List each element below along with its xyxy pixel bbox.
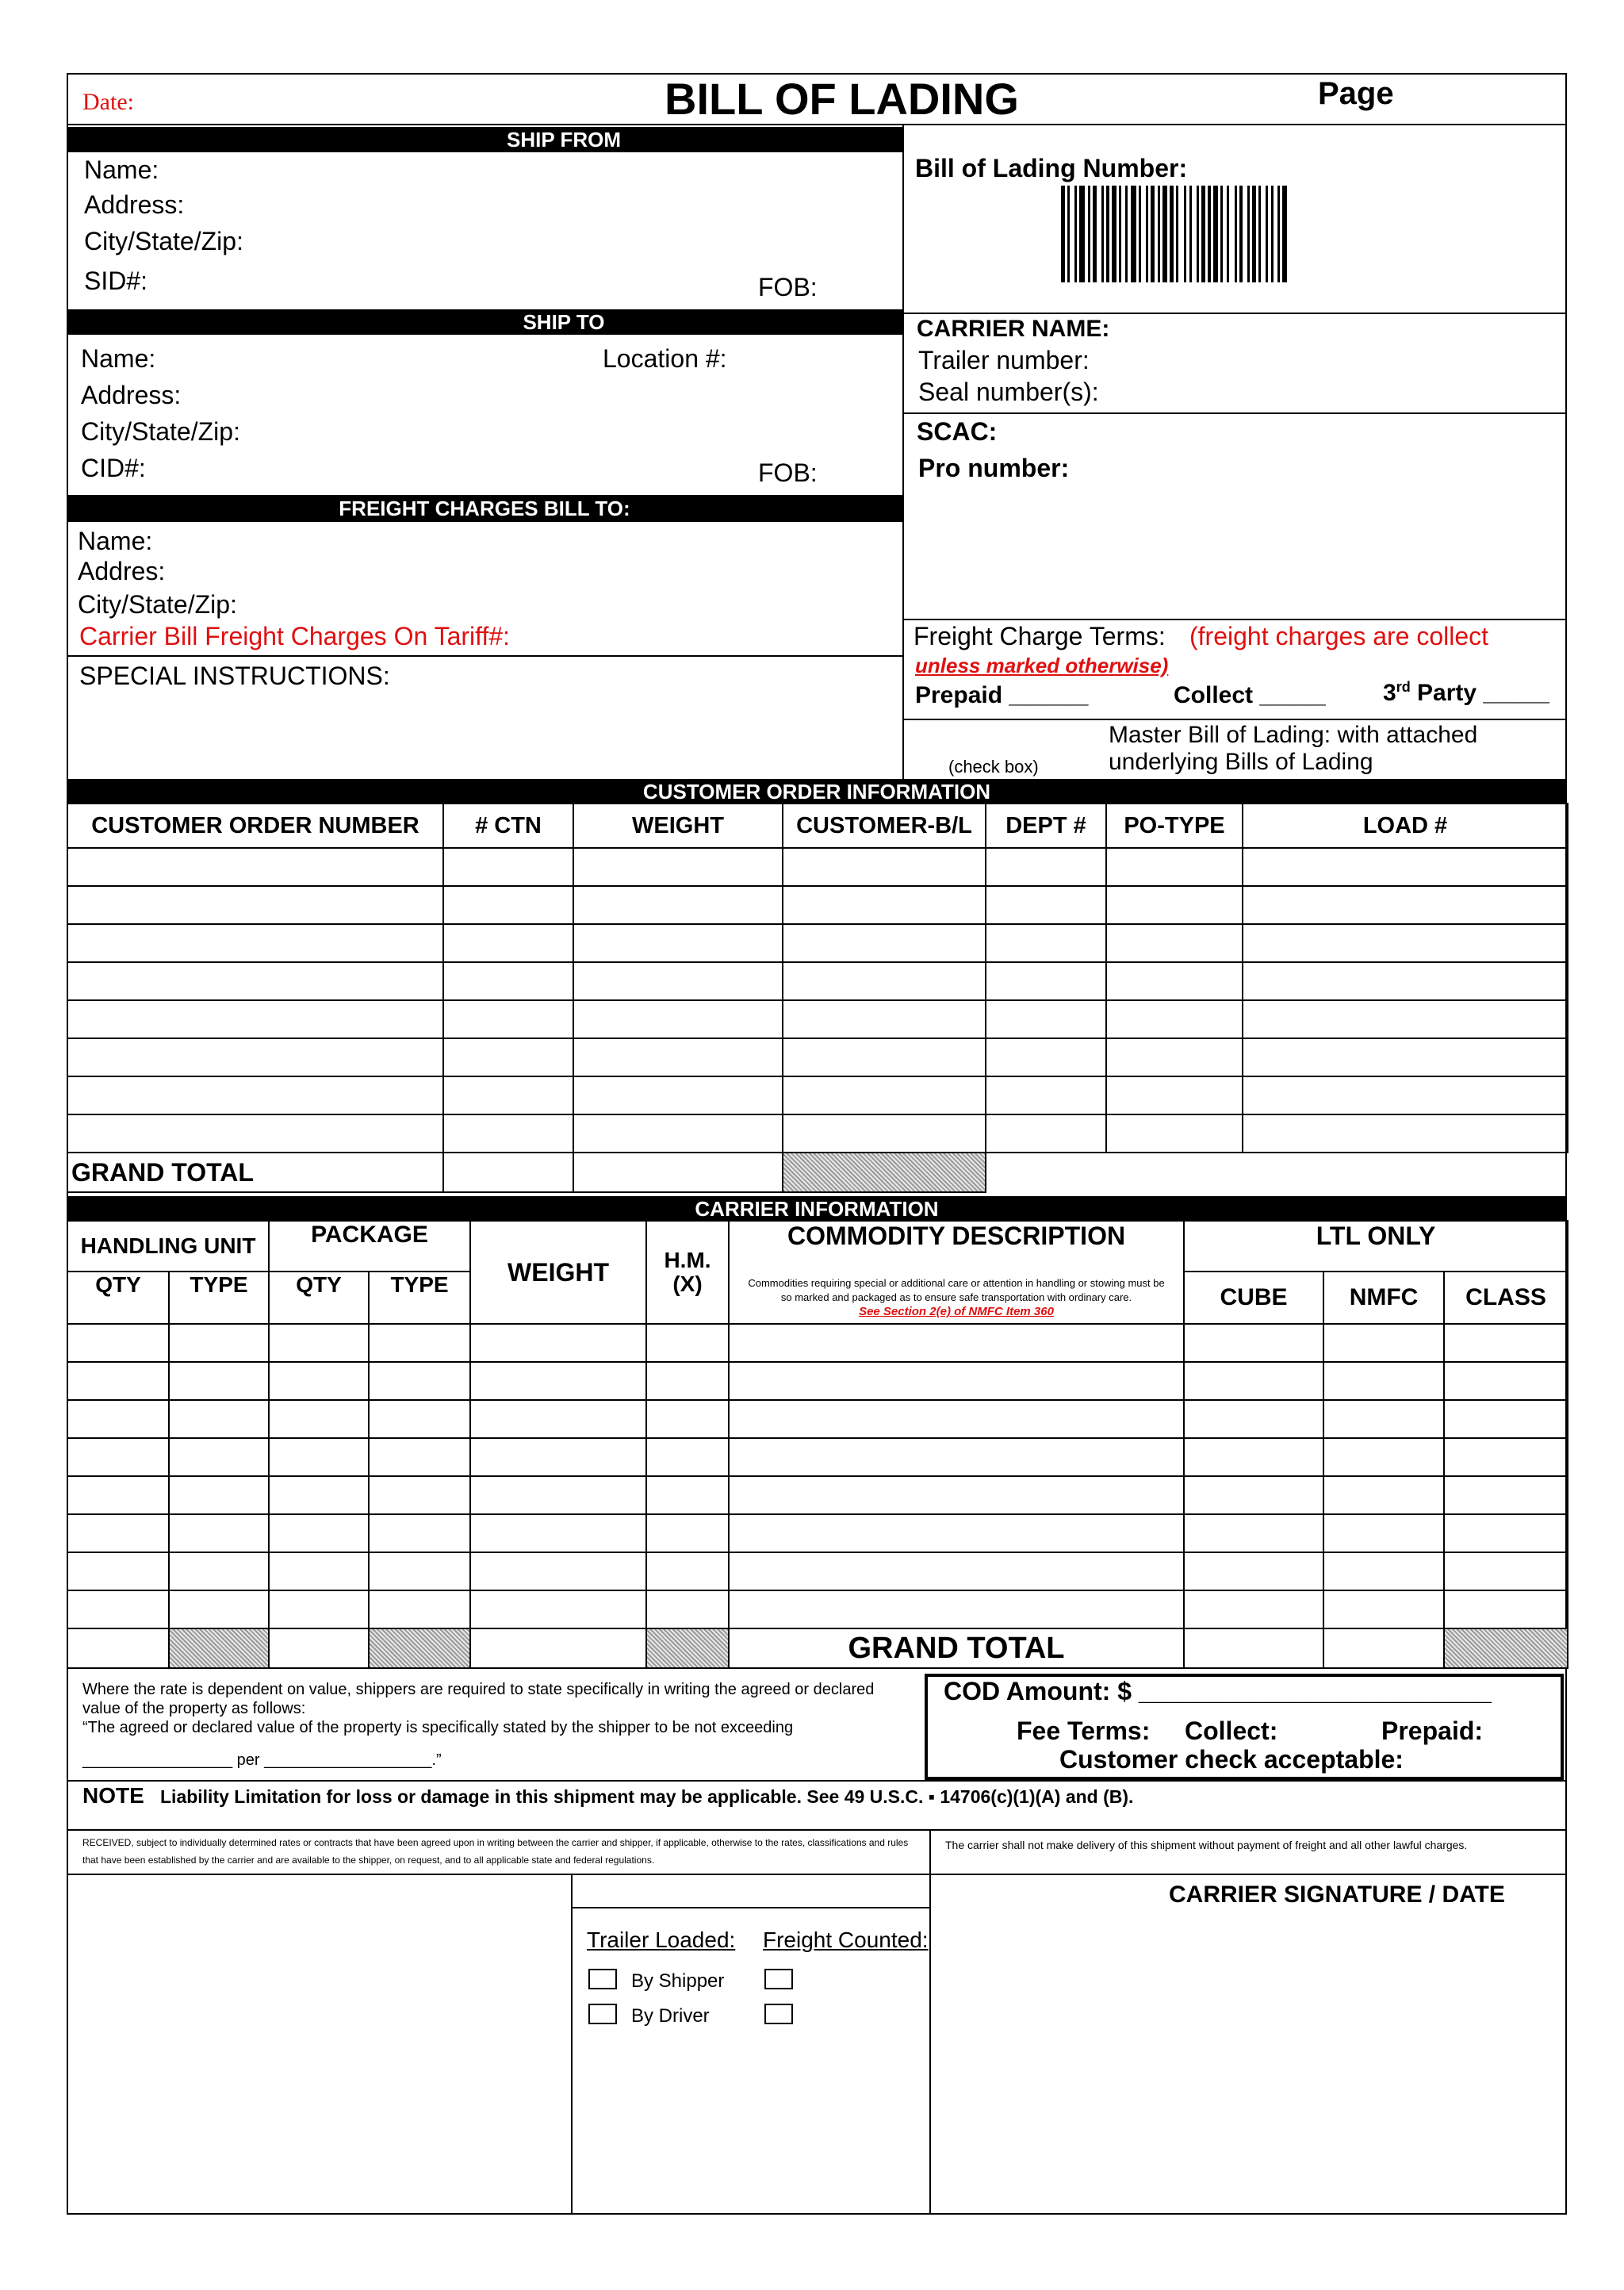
co-cell[interactable] [1243,1114,1568,1153]
ci-cell[interactable] [1184,1552,1323,1590]
co-header-6: LOAD # [1243,804,1568,848]
ci-cell[interactable] [67,1324,169,1362]
table-row [67,1552,1568,1590]
co-cell[interactable] [783,924,986,962]
ship-to-name[interactable]: Name: [81,344,156,373]
ci-cell[interactable] [470,1590,646,1628]
ci-total-cell[interactable] [1184,1628,1323,1668]
cube-header: CUBE [1184,1272,1323,1324]
ci-cell[interactable] [169,1400,269,1438]
co-header-0: CUSTOMER ORDER NUMBER [67,804,443,848]
carrier-name-label[interactable]: CARRIER NAME: [917,316,1110,342]
co-cell[interactable] [573,1114,783,1153]
pro-number-label[interactable]: Pro number: [918,454,1070,482]
carrier-divider [902,412,1567,414]
co-cell[interactable] [986,962,1106,1000]
customer-order-header-row [67,804,1568,848]
ci-cell[interactable] [169,1324,269,1362]
terms-divider [902,619,1567,620]
ci-cell[interactable] [1184,1438,1323,1476]
bill-to-city[interactable]: City/State/Zip: [78,590,237,619]
co-cell[interactable] [1106,886,1243,924]
table-row [67,1000,1568,1038]
co-cell[interactable] [1106,924,1243,962]
co-cell[interactable] [67,962,443,1000]
co-cell[interactable] [783,1000,986,1038]
class-header: CLASS [1444,1272,1568,1324]
by-driver-checkbox[interactable] [588,2004,617,2024]
carrier-signature-label[interactable]: CARRIER SIGNATURE / DATE [1169,1881,1505,1908]
ci-cell[interactable] [1184,1362,1323,1400]
co-grand-total-label: GRAND TOTAL [67,1153,443,1192]
ci-cell[interactable] [1444,1590,1568,1628]
fee-prepaid[interactable]: Prepaid: [1381,1717,1484,1745]
fee-terms-label: Fee Terms: [1017,1717,1151,1745]
ci-cell[interactable] [1184,1476,1323,1514]
co-cell[interactable] [783,1114,986,1153]
ci-cell[interactable] [169,1514,269,1552]
ci-cell[interactable] [169,1552,269,1590]
co-cell[interactable] [573,1038,783,1076]
ci-cell[interactable] [269,1324,369,1362]
ci-cell[interactable] [1184,1324,1323,1362]
co-cell[interactable] [67,1114,443,1153]
ci-total-cell[interactable] [67,1628,169,1668]
bill-to-name[interactable]: Name: [78,527,153,555]
barcode-bar [1131,186,1136,282]
co-cell[interactable] [67,848,443,886]
co-cell[interactable] [67,1000,443,1038]
table-row [67,1362,1568,1400]
commodity-note-cell [729,1272,1184,1324]
third-sup: rd [1396,679,1411,695]
co-cell[interactable] [67,924,443,962]
right-column-divider [902,124,904,784]
ci-cell[interactable] [1323,1552,1444,1590]
table-row [67,1476,1568,1514]
signature-top-divider [67,1874,1567,1875]
ci-cell[interactable] [369,1590,470,1628]
ci-cell[interactable] [269,1400,369,1438]
co-cell[interactable] [1106,1038,1243,1076]
co-cell[interactable] [573,924,783,962]
ship-from-fob[interactable]: FOB: [758,273,818,301]
ci-total-shaded [1444,1628,1568,1668]
co-grand-total-row [67,1153,1568,1192]
co-cell[interactable] [1243,962,1568,1000]
co-cell[interactable] [443,1000,573,1038]
ci-cell[interactable] [1323,1362,1444,1400]
co-cell[interactable] [573,1000,783,1038]
co-cell[interactable] [573,962,783,1000]
ci-cell[interactable] [470,1362,646,1400]
ci-cell[interactable] [67,1514,169,1552]
value-line1: Where the rate is dependent on value, shippers are required to state specifically in writing the agreed or declared value of the property as follows: [82,1681,875,1717]
co-total-shaded [783,1153,986,1192]
third-base: 3 [1383,680,1396,706]
by-shipper-checkbox[interactable] [588,1969,617,1989]
ci-grand-total-label: GRAND TOTAL [729,1628,1184,1668]
ci-cell[interactable] [729,1324,1184,1362]
ci-cell[interactable] [269,1552,369,1590]
pkg-type-header: TYPE [369,1272,470,1324]
co-total-empty [986,1153,1568,1192]
ci-cell[interactable] [369,1438,470,1476]
ci-cell[interactable] [729,1476,1184,1514]
co-cell[interactable] [443,1076,573,1114]
co-cell[interactable] [1243,886,1568,924]
ci-cell[interactable] [729,1362,1184,1400]
co-cell[interactable] [573,848,783,886]
hm-label: H.M. [664,1248,711,1272]
customer-order-table [67,803,1568,1193]
ship-to-address[interactable]: Address: [81,381,182,409]
ci-cell[interactable] [369,1400,470,1438]
ci-cell[interactable] [1323,1476,1444,1514]
co-cell[interactable] [986,1038,1106,1076]
prepaid-term[interactable]: Prepaid ______ [915,682,1089,708]
co-cell[interactable] [783,1076,986,1114]
freight-terms-label: Freight Charge Terms: [914,622,1166,650]
pkg-qty-header: QTY [269,1272,369,1324]
customer-order-bar: CUSTOMER ORDER INFORMATION [67,779,1567,804]
ci-cell[interactable] [1184,1590,1323,1628]
co-cell[interactable] [986,886,1106,924]
ci-cell[interactable] [269,1590,369,1628]
ci-cell[interactable] [169,1590,269,1628]
co-cell[interactable] [67,1076,443,1114]
ship-to-fob[interactable]: FOB: [758,458,818,487]
co-cell[interactable] [783,962,986,1000]
bill-to-bar: FREIGHT CHARGES BILL TO: [67,495,902,522]
ci-cell[interactable] [169,1362,269,1400]
co-header-3: CUSTOMER-B/L [783,804,986,848]
table-row [67,962,1568,1000]
ship-from-sid[interactable]: SID#: [84,267,148,295]
co-cell[interactable] [986,1076,1106,1114]
co-cell[interactable] [783,886,986,924]
collect-note: (freight charges are collect [1189,622,1489,650]
page-title: BILL OF LADING [665,74,1019,124]
co-cell[interactable] [1106,1076,1243,1114]
ci-cell[interactable] [369,1324,470,1362]
fee-collect[interactable]: Collect: [1185,1717,1278,1745]
ci-cell[interactable] [1444,1362,1568,1400]
ci-cell[interactable] [470,1400,646,1438]
co-cell[interactable] [986,1000,1106,1038]
hm-x-label: (X) [672,1272,703,1296]
package-header: PACKAGE [269,1221,470,1272]
sig-mid-divider [571,1907,929,1908]
ci-cell[interactable] [67,1552,169,1590]
table-row [67,1038,1568,1076]
ci-cell[interactable] [1444,1552,1568,1590]
ci-cell[interactable] [1444,1438,1568,1476]
ci-cell[interactable] [169,1438,269,1476]
table-row [67,1438,1568,1476]
ci-cell[interactable] [729,1590,1184,1628]
co-cell[interactable] [1243,1038,1568,1076]
co-cell[interactable] [1106,962,1243,1000]
scac-label[interactable]: SCAC: [917,417,998,446]
barcode-bar [1287,186,1289,282]
hu-type-header: TYPE [169,1272,269,1324]
table-row [67,886,1568,924]
table-row [67,1514,1568,1552]
note-bottom-divider [67,1829,1567,1831]
ci-cell[interactable] [1323,1438,1444,1476]
header-divider [67,124,1567,125]
master-divider [902,719,1567,720]
sig-left-divider [571,1874,573,2215]
ci-cell[interactable] [369,1362,470,1400]
commodity-header: COMMODITY DESCRIPTION [729,1221,1184,1272]
co-cell[interactable] [986,848,1106,886]
co-header-1: # CTN [443,804,573,848]
co-total-weight[interactable] [573,1153,783,1192]
third-party-term[interactable] [1383,679,1549,707]
ci-cell[interactable] [1444,1476,1568,1514]
table-row [67,1324,1568,1362]
ci-cell[interactable] [369,1514,470,1552]
ci-cell[interactable] [67,1590,169,1628]
ci-cell[interactable] [269,1514,369,1552]
bill-to-divider [67,655,902,657]
ci-cell[interactable] [1444,1514,1568,1552]
ship-to-city[interactable]: City/State/Zip: [81,417,240,446]
ci-cell[interactable] [729,1438,1184,1476]
co-cell[interactable] [986,1114,1106,1153]
co-cell[interactable] [1243,1000,1568,1038]
ci-cell[interactable] [269,1362,369,1400]
ci-cell[interactable] [729,1552,1184,1590]
co-cell[interactable] [783,1038,986,1076]
ci-total-cell[interactable] [269,1628,369,1668]
ci-cell[interactable] [67,1476,169,1514]
commodity-note: Commodities requiring special or additional care or attention in handling or stowing must be so marked and packaged as to ensure safe transportation with ordinary care. [748,1277,1165,1303]
ci-cell[interactable] [646,1476,729,1514]
co-header-4: DEPT # [986,804,1106,848]
ci-cell[interactable] [646,1400,729,1438]
table-row [67,1114,1568,1153]
note-text: Liability Limitation for loss or damage in this shipment may be applicable. See 49 U.S.C. ▪ 14706(c)(1)(A) and (B). [160,1786,1134,1807]
handling-unit-header: HANDLING UNIT [67,1221,269,1272]
co-cell[interactable] [443,1114,573,1153]
co-cell[interactable] [67,1038,443,1076]
ship-from-address[interactable]: Address: [84,190,185,219]
freight-counted-label: Freight Counted: [763,1928,929,1952]
ci-cell[interactable] [470,1552,646,1590]
date-label: Date: [82,89,134,115]
carrier-info-table [67,1220,1568,1669]
table-row [67,1076,1568,1114]
ltl-only-header: LTL ONLY [1184,1221,1568,1272]
ci-cell[interactable] [729,1514,1184,1552]
page-number-label: Page [1318,76,1394,111]
weight-header: WEIGHT [470,1221,646,1324]
carrier-delivery-text: The carrier shall not make delivery of this shipment without payment of freight and all other lawful charges. [945,1839,1468,1851]
value-line2: “The agreed or declared value of the property is specifically stated by the shipper to be not exceeding [82,1719,794,1736]
barcode [1061,186,1450,282]
co-cell[interactable] [443,1038,573,1076]
carrier-info-bar: CARRIER INFORMATION [67,1196,1567,1222]
ship-from-city[interactable]: City/State/Zip: [84,227,243,255]
ship-to-cid[interactable]: CID#: [81,454,146,482]
ship-to-location[interactable]: Location #: [603,344,727,373]
ci-cell[interactable] [1444,1324,1568,1362]
co-cell[interactable] [783,848,986,886]
ci-cell[interactable] [269,1476,369,1514]
ci-cell[interactable] [67,1400,169,1438]
ci-cell[interactable] [369,1552,470,1590]
co-cell[interactable] [67,886,443,924]
barcode-bar [1178,186,1184,282]
co-cell[interactable] [1106,848,1243,886]
table-row [67,848,1568,886]
by-shipper-label: By Shipper [631,1970,725,1992]
table-row [67,1400,1568,1438]
co-cell[interactable] [986,924,1106,962]
ci-cell[interactable] [67,1362,169,1400]
hm-header [646,1221,729,1324]
check-box-label[interactable]: (check box) [948,757,1039,777]
co-header-5: PO-TYPE [1106,804,1243,848]
ship-to-bar: SHIP TO [67,309,902,335]
table-row [67,924,1568,962]
ci-cell[interactable] [1444,1400,1568,1438]
hu-qty-header: QTY [67,1272,169,1324]
note-label: NOTE [82,1783,144,1808]
unless-note: unless marked otherwise) [915,654,1169,677]
co-cell[interactable] [1243,848,1568,886]
ci-total-shaded [646,1628,729,1668]
ship-from-bar: SHIP FROM [67,127,902,152]
freight-shipper-checkbox[interactable] [764,1969,793,1989]
freight-driver-checkbox[interactable] [764,2004,793,2024]
value-line3[interactable]: _________________ per ___________________.” [82,1751,442,1769]
customer-check[interactable]: Customer check acceptable: [1059,1745,1404,1774]
ci-cell[interactable] [269,1438,369,1476]
special-instructions-label[interactable]: SPECIAL INSTRUCTIONS: [79,662,390,690]
ci-cell[interactable] [646,1362,729,1400]
co-cell[interactable] [1106,1114,1243,1153]
co-cell[interactable] [443,848,573,886]
ci-cell[interactable] [646,1514,729,1552]
ship-from-name[interactable]: Name: [84,155,159,184]
barcode-bar [1079,186,1085,282]
trailer-loaded-label: Trailer Loaded: [587,1928,736,1952]
commodity-ref: See Section 2(e) of NMFC Item 360 [859,1305,1054,1318]
seal-number[interactable]: Seal number(s): [918,378,1099,406]
nmfc-header: NMFC [1323,1272,1444,1324]
table-row [67,1590,1568,1628]
ci-cell[interactable] [169,1476,269,1514]
ci-cell[interactable] [1323,1324,1444,1362]
ci-cell[interactable] [1323,1590,1444,1628]
collect-term[interactable]: Collect _____ [1174,682,1326,708]
ci-cell[interactable] [470,1324,646,1362]
co-cell[interactable] [1243,924,1568,962]
ci-grand-total-row [67,1628,1568,1668]
received-text: RECEIVED, subject to individually determined rates or contracts that have been agreed upon in writing between the carrier and shipper, if applicable, otherwise to the rates, classifications and rules that have been established by the carrier and are available to the shipper, on request, and to all applicable state and federal regulations. [82,1837,909,1866]
ci-cell[interactable] [646,1438,729,1476]
bol-number-label: Bill of Lading Number: [915,154,1188,182]
master-bol-line2: underlying Bills of Lading [1109,749,1373,775]
ci-cell[interactable] [646,1552,729,1590]
ci-total-shaded [169,1628,269,1668]
co-cell[interactable] [443,924,573,962]
co-cell[interactable] [443,962,573,1000]
ci-cell[interactable] [1184,1514,1323,1552]
value-statement [82,1680,907,1737]
ci-cell[interactable] [646,1324,729,1362]
ci-total-cell[interactable] [470,1628,646,1668]
ci-cell[interactable] [67,1438,169,1476]
ci-cell[interactable] [1323,1400,1444,1438]
co-cell[interactable] [573,1076,783,1114]
trailer-number[interactable]: Trailer number: [918,346,1090,374]
ci-cell[interactable] [646,1590,729,1628]
ci-cell[interactable] [470,1438,646,1476]
co-cell[interactable] [443,886,573,924]
tariff-label[interactable]: Carrier Bill Freight Charges On Tariff#: [79,622,511,650]
co-cell[interactable] [573,886,783,924]
master-bol-line1: Master Bill of Lading: with attached [1109,722,1478,748]
ci-cell[interactable] [369,1476,470,1514]
ci-cell[interactable] [470,1476,646,1514]
received-divider [929,1829,931,2215]
co-total-ctn[interactable] [443,1153,573,1192]
ci-total-shaded [369,1628,470,1668]
by-driver-label: By Driver [631,2005,710,2027]
co-cell[interactable] [1106,1000,1243,1038]
co-header-2: WEIGHT [573,804,783,848]
ci-cell[interactable] [729,1400,1184,1438]
ci-cell[interactable] [470,1514,646,1552]
ci-cell[interactable] [1323,1514,1444,1552]
ci-cell[interactable] [1184,1400,1323,1438]
bill-to-address[interactable]: Addres: [78,557,166,585]
co-cell[interactable] [1243,1076,1568,1114]
cod-amount[interactable]: COD Amount: $ _________________________ [944,1677,1492,1705]
barcode-bar [1229,186,1235,282]
bol-divider [902,313,1567,314]
third-rest: Party _____ [1410,680,1549,706]
note-top-divider [67,1780,1567,1782]
ci-total-cell[interactable] [1323,1628,1444,1668]
